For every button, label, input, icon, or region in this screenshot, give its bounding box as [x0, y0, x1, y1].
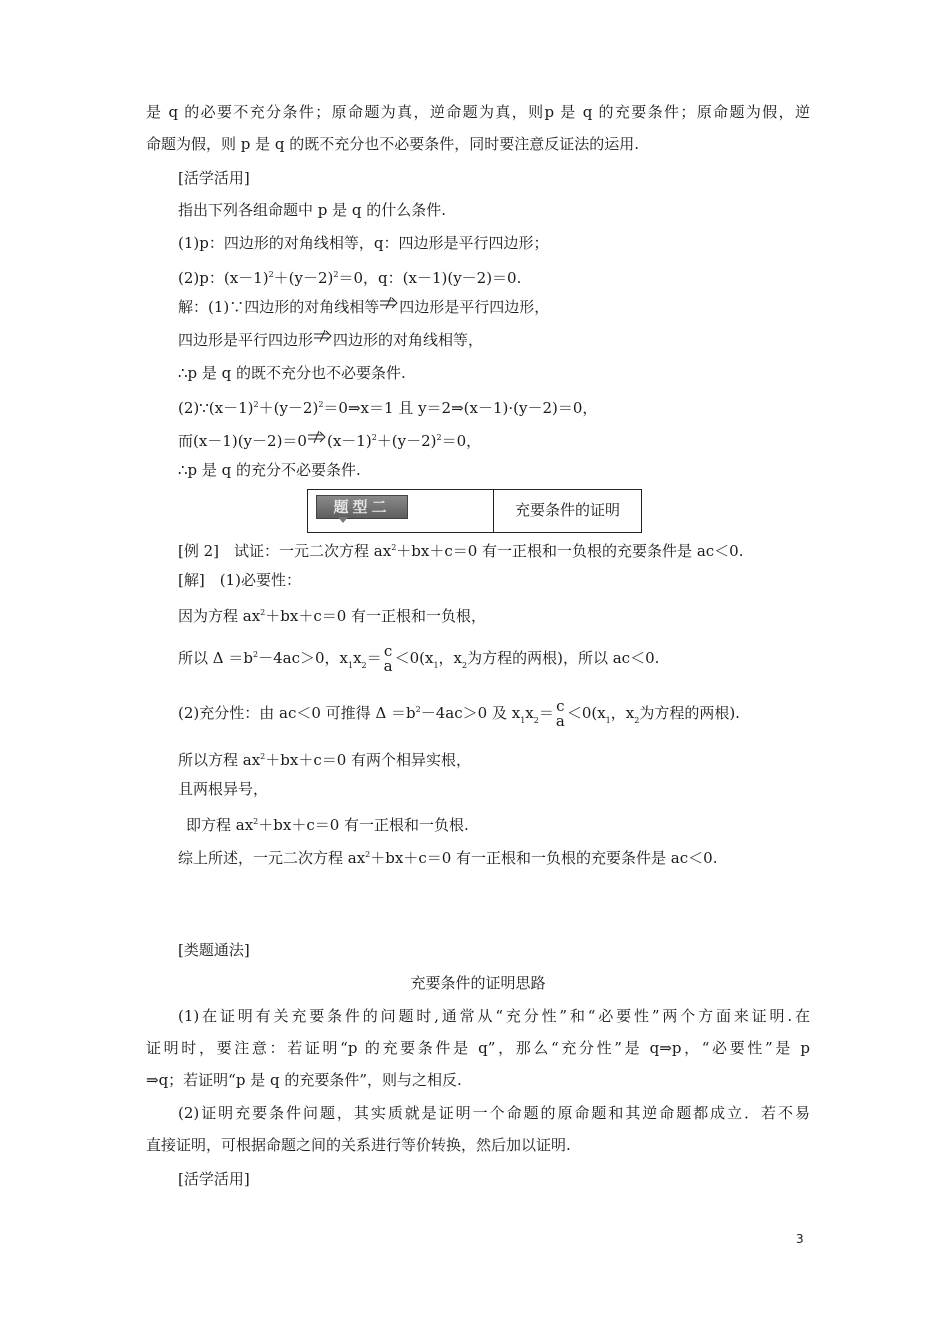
intro-line-2: 命题为假，则 p 是 q 的既不充分也不必要条件，同时要注意反证法的运用. — [146, 135, 640, 153]
fraction-c-over-a: c a — [383, 642, 393, 675]
not-implies-icon — [379, 296, 399, 310]
section-caption: 充要条件的证明 — [514, 501, 620, 519]
example-solution-header: [解] (1)必要性： — [178, 571, 301, 589]
not-implies-icon — [313, 329, 333, 343]
tag-pointer-icon — [338, 517, 348, 523]
example-statement: [例 2] 试证：一元二次方程 $ax^2+bx+c=0$ 有一正根和一负根的充要条件是 ac＜0. — [178, 542, 744, 560]
method-title: 充要条件的证明思路 — [410, 974, 546, 992]
not-implies-icon — [307, 430, 327, 444]
practice-prompt: 指出下列各组命题中 p 是 q 的什么条件. — [178, 201, 447, 219]
sufficiency-line-3: 且两根异号， — [178, 780, 269, 798]
solution-line-6: ∴p 是 q 的充分不必要条件. — [178, 461, 361, 479]
solution-line-3: ∴p 是 q 的既不充分也不必要条件. — [178, 364, 406, 382]
sufficiency-line-2: 所以方程 $ax^2+bx+c=0$ 有两个相异实根， — [178, 751, 472, 769]
practice-item-1: (1)p：四边形的对角线相等，q：四边形是平行四边形； — [178, 234, 549, 252]
conclusion-line: 综上所述，一元二次方程 $ax^2+bx+c=0$ 有一正根和一负根的充要条件是 ac＜0. — [178, 849, 718, 867]
sufficiency-line-4: 即方程 $ax^2+bx+c=0$ 有一正根和一负根. — [186, 816, 469, 834]
solution-line-4: $(2)\because(x-1)^2+(y-2)^2=0\Rightarrow x=1$ 且 y＝2⇒(x－1)·(y－2)＝0， — [178, 399, 598, 417]
section-banner — [307, 489, 642, 533]
page-number: 3 — [796, 1232, 804, 1246]
section-tag — [308, 490, 494, 532]
necessity-line-1: 因为方程 $ax^2+bx+c=0$ 有一正根和一负根， — [178, 607, 487, 625]
solution-line-5: 而(x－1)(y－2)＝0 $(x-1)^2+(y-2)^2=0$， — [178, 432, 482, 450]
practice-header-2: [活学活用] — [178, 1170, 250, 1188]
practice-header: [活学活用] — [178, 169, 250, 187]
intro-line-1: 是 q 的必要不充分条件；原命题为真，逆命题为真，则p 是 q 的充要条件；原命题为假，逆 — [146, 103, 810, 121]
method-p1-line-3: ⇒q；若证明“p 是 q 的充要条件”，则与之相反. — [146, 1071, 462, 1089]
practice-item-2: (2)p：$(x-1)^2+(y-2)^2=0$，q：(x－1)(y－2)＝0. — [178, 269, 522, 287]
fraction-c-over-a: c a — [555, 697, 565, 730]
method-p2-line-1: (2)证明充要条件问题，其实质就是证明一个命题的原命题和其逆命题都成立．若不易 — [178, 1104, 810, 1122]
method-p1-line-2: 证明时，要注意：若证明“p 的充要条件是 q”，那么“充分性”是 q⇒p，“必要性”是 p — [146, 1039, 810, 1057]
section-tag-label: 题型二 — [316, 495, 408, 519]
solution-line-2: 四边形是平行四边形 四边形的对角线相等， — [178, 331, 484, 349]
sufficiency-line-1: (2)充分性：由 ac＜0 可推得 $\Delta =b^2-4ac>0$ 及 $x_1x_2=$ c a $<0(x_1$，$x_2$为方程的两根). — [178, 697, 740, 730]
method-header: [类题通法] — [178, 941, 250, 959]
necessity-line-2: 所以 $\Delta =b^2-4ac>0$，$x_1x_2=$ c a $<0(x_1$，$x_2$为方程的两根)，所以 ac＜0. — [178, 642, 660, 675]
solution-line-1: 解：(1)∵四边形的对角线相等 四边形是平行四边形， — [178, 298, 550, 316]
method-p2-line-2: 直接证明，可根据命题之间的关系进行等价转换，然后加以证明. — [146, 1136, 571, 1154]
method-p1-line-1: (1)在证明有关充要条件的问题时,通常从“充分性”和“必要性”两个方面来证明.在 — [178, 1007, 810, 1025]
